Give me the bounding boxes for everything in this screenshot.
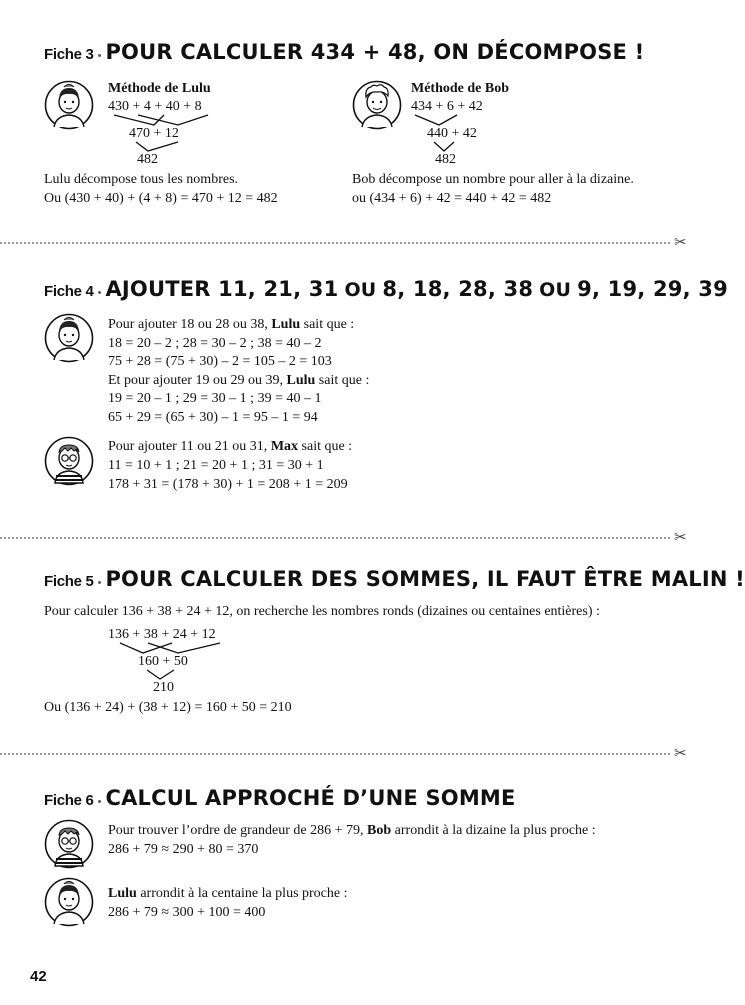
fiche5-calc-line2: 160 + 50 xyxy=(138,654,188,669)
scissors-icon: ✂ xyxy=(674,235,687,251)
fiche4-number: Fiche 4 xyxy=(44,283,94,300)
fiche4-lulu-line2: 18 = 20 – 2 ; 28 = 30 – 2 ; 38 = 40 – 2 xyxy=(108,336,322,351)
fiche5-title: POUR CALCULER DES SOMMES, IL FAUT ÊTRE MALIN ! xyxy=(105,567,745,591)
lulu-equation: Ou (430 + 40) + (4 + 8) = 470 + 12 = 482 xyxy=(44,191,278,206)
fiche4-lulu-line3: 75 + 28 = (75 + 30) – 2 = 105 – 2 = 103 xyxy=(108,354,332,369)
scissors-icon: ✂ xyxy=(674,530,687,546)
fiche4-lulu-line6: 65 + 29 = (65 + 30) – 1 = 95 – 1 = 94 xyxy=(108,410,318,425)
fiche4-title-part2: 8, 18, 28, 38 xyxy=(382,277,534,301)
scissors-icon: ✂ xyxy=(674,746,687,762)
page-number: 42 xyxy=(30,968,47,985)
bob-explanation: Bob décompose un nombre pour aller à la dizaine. xyxy=(352,172,634,187)
fiche6-bullet: • xyxy=(97,796,102,808)
fiche4-title-part3: 9, 19, 29, 39 xyxy=(577,277,728,301)
fiche5-intro: Pour calculer 136 + 38 + 24 + 12, on recherche les nombres ronds (dizaines ou centaines entières) : xyxy=(44,604,600,619)
bob-calc-line3: 482 xyxy=(435,152,456,167)
fiche6-lulu-line2: 286 + 79 ≈ 300 + 100 = 400 xyxy=(108,905,266,920)
fiche4-max-line2: 11 = 10 + 1 ; 21 = 20 + 1 ; 31 = 30 + 1 xyxy=(108,458,324,473)
lulu-explanation: Lulu décompose tous les nombres. xyxy=(44,172,239,187)
fiche4-lulu-line4-pre: Et pour ajouter 19 ou 29 ou 39, xyxy=(108,373,287,388)
fiche4-max-name: Max xyxy=(270,439,299,454)
fiche6-lulu-name: Lulu xyxy=(108,886,137,901)
cut-line-1 xyxy=(0,242,670,244)
fiche4-max-line1-pre: Pour ajouter 11 ou 21 ou 31, xyxy=(108,439,271,454)
fiche4-lulu-line1-post: sait que : xyxy=(300,317,355,332)
fiche5-calc-line3: 210 xyxy=(153,680,174,695)
fiche4-lulu-line5: 19 = 20 – 1 ; 29 = 30 – 1 ; 39 = 40 – 1 xyxy=(108,391,322,406)
max-avatar-icon xyxy=(44,436,94,486)
fiche4-lulu-name: Lulu xyxy=(271,317,301,332)
fiche3-title: POUR CALCULER 434 + 48, ON DÉCOMPOSE ! xyxy=(105,40,645,64)
fiche6-lulu-line1-post: arrondit à la centaine la plus proche : xyxy=(136,886,348,901)
fiche4-title-or2: OU xyxy=(539,279,572,301)
fiche5-number: Fiche 5 xyxy=(44,573,94,590)
fiche6-lulu-line1 xyxy=(108,884,348,903)
fiche4-max-line1 xyxy=(108,437,352,456)
fiche5-calc-line1: 136 + 38 + 24 + 12 xyxy=(108,627,216,642)
fiche6-bob-line2: 286 + 79 ≈ 290 + 80 = 370 xyxy=(108,842,259,857)
cut-line-3 xyxy=(0,753,670,755)
fiche6-bob-name: Bob xyxy=(367,823,392,838)
fiche4-max-line1-post: sait que : xyxy=(298,439,353,454)
fiche6-bob-line1 xyxy=(108,821,596,840)
bob-method-title: Méthode de Bob xyxy=(411,81,509,96)
fiche5-bullet: • xyxy=(97,577,102,589)
fiche4-title-or1: OU xyxy=(344,279,377,301)
lulu-avatar-icon xyxy=(44,80,94,130)
lulu-avatar-icon xyxy=(44,313,94,363)
fiche4-lulu-line1-pre: Pour ajouter 18 ou 28 ou 38, xyxy=(108,317,272,332)
bob-equation: ou (434 + 6) + 42 = 440 + 42 = 482 xyxy=(352,191,552,206)
fiche3-heading xyxy=(44,40,644,64)
lulu-calc-line1: 430 + 4 + 40 + 8 xyxy=(108,99,202,114)
fiche6-bob-line1-pre: Pour trouver l’ordre de grandeur de 286 + 79, xyxy=(108,823,368,838)
fiche4-title-part1: AJOUTER 11, 21, 31 xyxy=(105,277,339,301)
fiche5-result: Ou (136 + 24) + (38 + 12) = 160 + 50 = 210 xyxy=(44,700,292,715)
fiche4-heading xyxy=(44,277,728,301)
lulu-method-title: Méthode de Lulu xyxy=(108,81,211,96)
bob-avatar-icon xyxy=(44,819,94,869)
fiche4-max-line3: 178 + 31 = (178 + 30) + 1 = 208 + 1 = 209 xyxy=(108,477,348,492)
fiche6-number: Fiche 6 xyxy=(44,792,94,809)
lulu-avatar-icon xyxy=(44,877,94,927)
bob-calc-line1: 434 + 6 + 42 xyxy=(411,99,483,114)
fiche6-title: CALCUL APPROCHÉ D’UNE SOMME xyxy=(105,786,516,810)
cut-line-2 xyxy=(0,537,670,539)
fiche3-bullet: • xyxy=(97,50,102,62)
bob-calc-line2: 440 + 42 xyxy=(427,126,477,141)
fiche6-bob-line1-post: arrondit à la dizaine la plus proche : xyxy=(391,823,596,838)
fiche4-lulu-line4-post: sait que : xyxy=(315,373,370,388)
fiche6-heading xyxy=(44,786,516,810)
bob-avatar-icon xyxy=(352,80,402,130)
lulu-calc-line2: 470 + 12 xyxy=(129,126,179,141)
fiche4-lulu-line1 xyxy=(108,315,354,334)
fiche5-heading xyxy=(44,567,745,591)
fiche4-bullet: • xyxy=(97,287,102,299)
fiche4-lulu-line4 xyxy=(108,371,369,390)
lulu-calc-line3: 482 xyxy=(137,152,158,167)
fiche4-lulu-name-2: Lulu xyxy=(286,373,316,388)
fiche3-number: Fiche 3 xyxy=(44,46,94,63)
